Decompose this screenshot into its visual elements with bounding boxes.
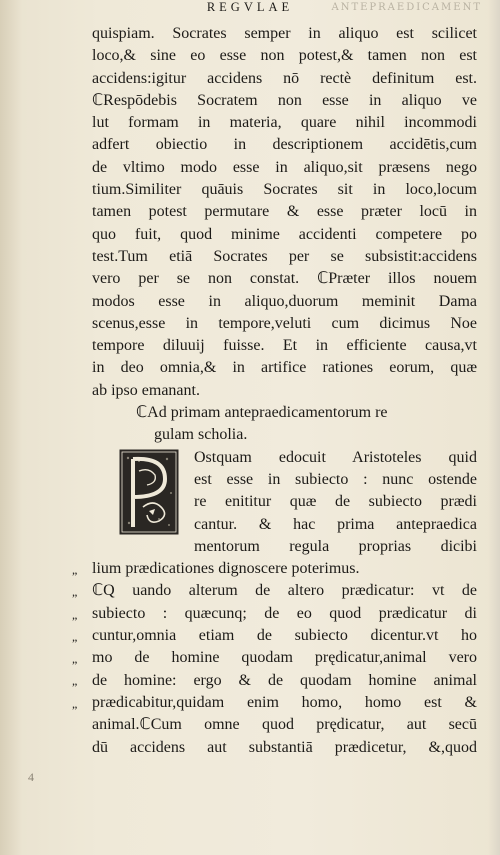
text-line: subiecto : quæcunq; de eo quod prædicatur di bbox=[92, 604, 477, 622]
stray-mark: 4 bbox=[28, 770, 34, 784]
quote-mark: ” bbox=[72, 702, 78, 717]
text-line: de vltimo modo esse in aliquo,sit præsens nego bbox=[92, 158, 477, 176]
heading-line: ℂAd primam antepraedicamentorum re bbox=[136, 404, 388, 422]
text-line: est esse in subiecto : nunc ostende bbox=[194, 470, 477, 488]
text-line: mentorum regula proprias dicibi bbox=[194, 537, 477, 555]
text-block bbox=[92, 23, 477, 759]
text-line: adfert obiectio in descriptionem accidētis,cum bbox=[92, 136, 477, 154]
drop-cap-paragraph bbox=[92, 447, 477, 581]
text-line: accidens:igitur accidens nō rectè definitum est. bbox=[92, 69, 477, 87]
text-line: scenus,esse in tempore,veluti cum dicimus Noe bbox=[92, 314, 477, 332]
text-line: lut formam in materia, quare nihil incommodi bbox=[92, 114, 477, 132]
text-line: in deo omnia,& in artifice rationes eorum, quæ bbox=[92, 359, 477, 377]
quote-mark: ” bbox=[72, 680, 78, 695]
text-line: de homine: ergo & de quodam homine animal bbox=[92, 671, 477, 689]
quote-mark: ” bbox=[72, 658, 78, 673]
text-line: ℂQ uando alterum de altero prædicatur: vt de bbox=[92, 582, 477, 600]
text-line: dū accidens aut substantiā prædicetur, &,quod bbox=[92, 738, 477, 756]
text-line: cantur. & hac prima antepraedica bbox=[194, 515, 477, 533]
text-line: re enititur quæ de subiecto prædi bbox=[194, 493, 477, 511]
text-line: tempore diluuij fuisse. Et in efficiente causa,vt bbox=[92, 337, 477, 355]
text-line: ℂRespōdebis Socratem non esse in aliquo ve bbox=[92, 91, 477, 109]
text-line: tamen potest permutare & esse præter locū in bbox=[92, 203, 477, 221]
quote-mark: ” bbox=[72, 613, 78, 628]
quoted-paragraph bbox=[92, 580, 477, 758]
text-line: prædicabitur,quidam enim homo, homo est & bbox=[92, 693, 477, 711]
text-line-content: Ostquam edocuit Aristoteles quid bbox=[194, 448, 477, 466]
heading-line: gulam scholia. bbox=[154, 426, 248, 444]
quote-mark: ” bbox=[72, 569, 78, 583]
text-line: vero per se non constat. ℂPræter illos nouem bbox=[92, 270, 477, 288]
section-heading bbox=[92, 402, 477, 447]
text-line: loco,& sine eo esse non potest,& tamen non est bbox=[92, 47, 477, 65]
page-edge-shadow bbox=[488, 0, 500, 855]
quote-mark: ” bbox=[72, 635, 78, 650]
text-line: tium.Similiter quāuis Socrates sit in loco,locum bbox=[92, 181, 477, 199]
bleed-through-text: ANTEPRAEDICAMENT bbox=[331, 2, 482, 13]
text-line: modos esse in aliquo,duorum meminit Dama bbox=[92, 292, 477, 310]
text-line: ab ipso emanant. bbox=[92, 381, 200, 399]
text-line: quo fuit, quod minime accidenti competere po bbox=[92, 225, 477, 243]
quote-mark: ” bbox=[72, 591, 78, 606]
text-line: quispiam. Socrates semper in aliquo est scilicet bbox=[92, 25, 477, 42]
text-line: cuntur,omnia etiam de subiecto dicentur.vt ho bbox=[92, 627, 477, 645]
text-line: mo de homine quodam prędicatur,animal vero bbox=[92, 649, 477, 667]
marginal-quote-marks bbox=[72, 565, 92, 721]
text-line: animal.ℂCum omne quod prędicatur, aut secū bbox=[92, 716, 477, 734]
running-head: REGVLAE bbox=[206, 0, 294, 14]
text-line: lium prædicationes dignoscere poterimus. bbox=[92, 560, 360, 578]
body-paragraph bbox=[92, 23, 477, 402]
decorated-initial-p bbox=[119, 449, 179, 535]
text-line: test.Tum etiā Socrates per se subsistit:accidens bbox=[92, 247, 477, 265]
gutter-shadow bbox=[0, 0, 22, 855]
